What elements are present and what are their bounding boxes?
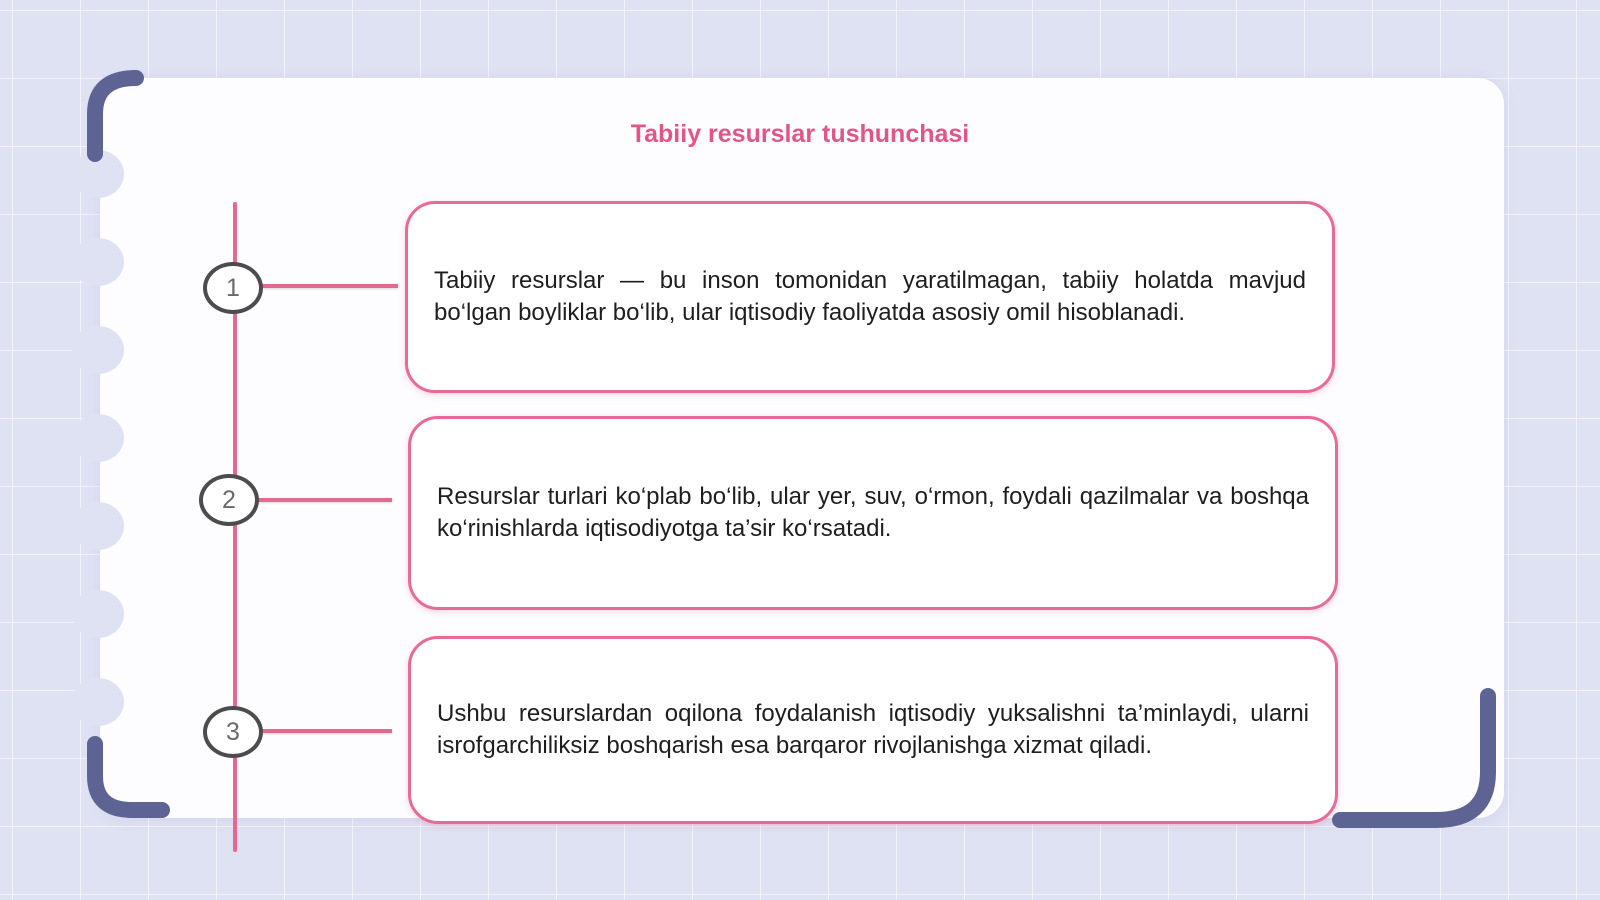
paper-notch bbox=[72, 326, 124, 374]
paper-notch bbox=[72, 678, 124, 726]
step-number-3: 3 bbox=[203, 706, 263, 758]
step-number-1: 1 bbox=[203, 262, 263, 314]
step-card-text: Resurslar turlari ko‘plab bo‘lib, ular yer, suv, o‘rmon, foydali qazilmalar va boshqa ko‘rinishlarda iqtisodiyotga ta’sir ko‘rsatadi. bbox=[437, 483, 1309, 542]
step-card-text: Tabiiy resurslar — bu inson tomonidan yaratilmagan, tabiiy holatda mavjud bo‘lgan boyliklar bo‘lib, ular iqtisodiy faoliyatda asosiy omil hisoblanadi. bbox=[434, 267, 1306, 326]
timeline-connector bbox=[262, 284, 398, 288]
step-card-1 bbox=[405, 201, 1335, 393]
paper-notch bbox=[72, 414, 124, 462]
paper-notch bbox=[72, 150, 124, 198]
step-number-2: 2 bbox=[199, 474, 259, 526]
page-title: Tabiiy resurslar tushunchasi bbox=[630, 120, 970, 148]
paper-notch bbox=[72, 590, 124, 638]
timeline-connector bbox=[262, 729, 392, 733]
step-card-3 bbox=[408, 636, 1338, 824]
paper-notch bbox=[72, 238, 124, 286]
step-card-2 bbox=[408, 416, 1338, 610]
step-card-text: Ushbu resurslardan oqilona foydalanish iqtisodiy yuksalishni ta’minlaydi, ularni isrofgarchiliksiz boshqarish esa barqaror rivojlanishga xizmat qiladi. bbox=[437, 700, 1309, 759]
timeline-connector bbox=[258, 498, 392, 502]
paper-notch bbox=[72, 502, 124, 550]
